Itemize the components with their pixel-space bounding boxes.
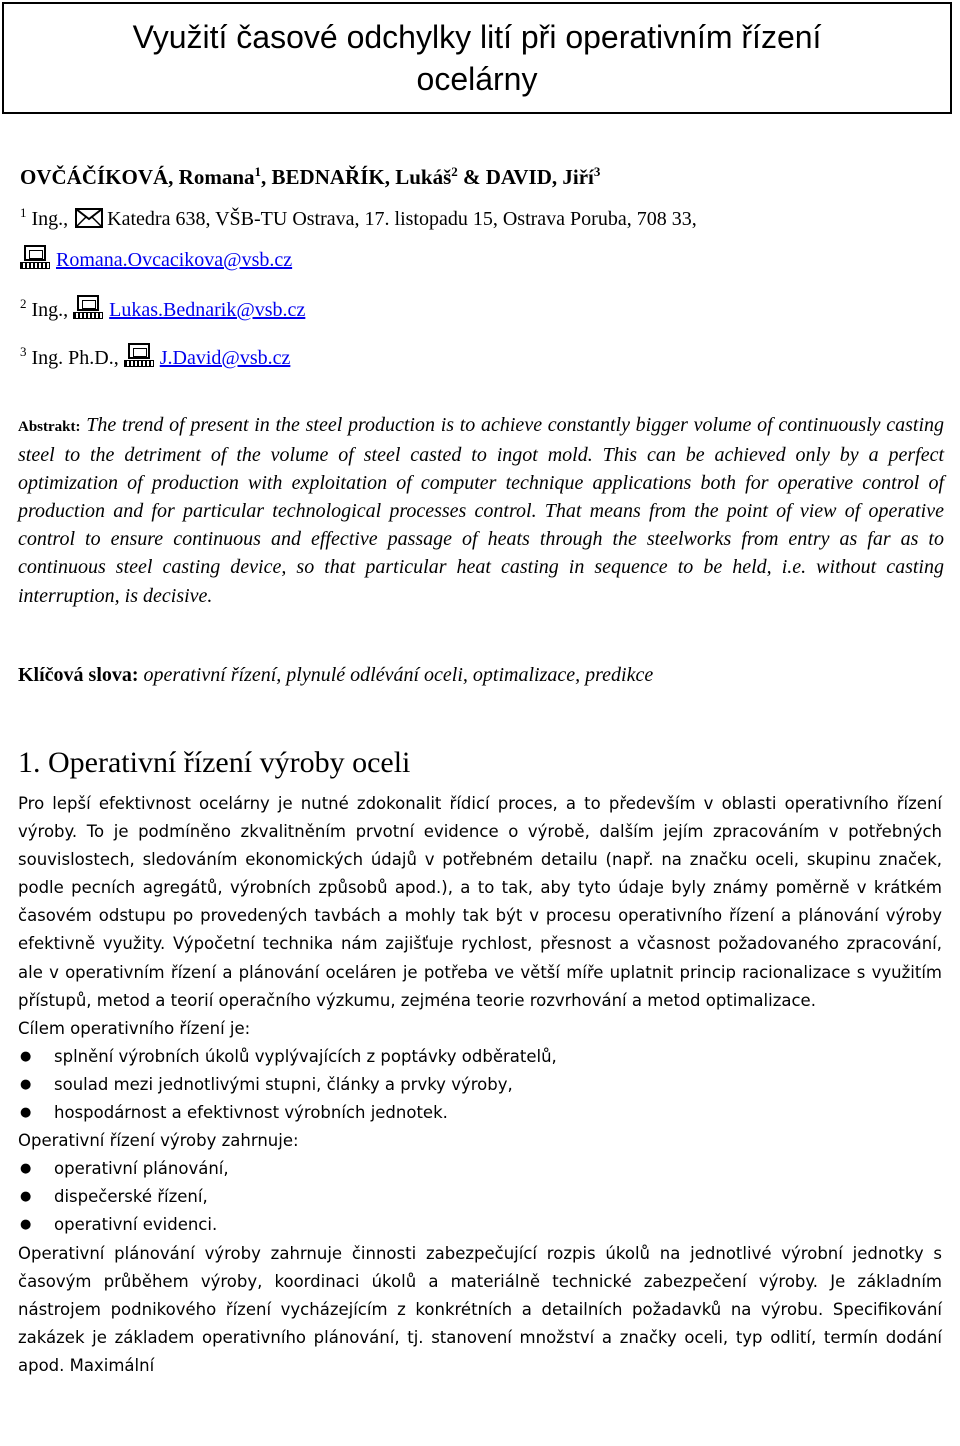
list-item: ● operativní evidenci. xyxy=(18,1211,942,1239)
author-2: BEDNAŘÍK, Lukáš xyxy=(271,165,452,189)
list-item: ● dispečerské řízení, xyxy=(18,1183,942,1211)
email-link-2[interactable]: Lukas.Bednarik@vsb.cz xyxy=(109,299,306,321)
affiliation-1-title: Ing., xyxy=(31,208,69,230)
author-3: & DAVID, Jiří xyxy=(463,165,594,189)
list-item: ● soulad mezi jednotlivými stupni, články a prvky výroby, xyxy=(18,1071,942,1099)
affiliation-1-email-line xyxy=(20,245,292,272)
abstract xyxy=(18,411,944,610)
goals-intro: Cílem operativního řízení je: xyxy=(18,1018,251,1038)
section-body xyxy=(18,790,942,1380)
author-3-number: 3 xyxy=(593,164,601,179)
affiliation-2-number: 2 xyxy=(20,296,27,311)
abstract-text: The trend of present in the steel production is to achieve constantly bigger volume of continuously casting steel to the detriment of the volume of steel casted to ingot mold. This can be achieved only by a perfect optimization of production with exploitation of computer technique applications both for operative control of production and for particular technological processes control. That means from the point of view of operative control to ensure continuous and effective passage of heats through the steelworks from entry as far as to continuous steel casting device, so that particular heat casting in sequence to be held, i.e. without casting interruption, is decisive. xyxy=(18,414,945,607)
email-link-3[interactable]: J.David@vsb.cz xyxy=(159,347,291,369)
abstract-label: Abstrakt: xyxy=(18,419,81,435)
author-line: OVČÁČÍKOVÁ, Romana$^1$, BEDNAŘÍK, Lukáš$^2$ & DAVID, Jiří$^3$ xyxy=(20,164,601,189)
paper-title: Využití časové odchylky lití při operativním řízení ocelárny xyxy=(132,19,822,97)
keywords-text: operativní řízení, plynulé odlévání oceli, optimalizace, predikce xyxy=(143,664,654,686)
author-2-number: 2 xyxy=(451,164,458,179)
affiliation-3 xyxy=(20,343,290,370)
paragraph-1: Pro lepší efektivnost ocelárny je nutné zdokonalit řídicí proces, a to především v oblasti operativního řízení výroby. To je podmíněno zkvalitněním prvotní evidence o výrobě, dalším jejím zpracováním v potřebných souvislostech, sledováním ekonomických údajů v potřebném detailu (např. na značku oceli, skupinu značek, podle pecních agregátů, výrobních způsobů apod.), a to tak, aby tyto údaje byly známy poměrně v krátkém časovém odstupu po provedených tavbách a mohly tak být v procesu operativního řízení a plánování výroby efektivně využity. Výpočetní technika nám zajišťuje rychlost, přesnost a včasnost požadovaného zpracování, ale v operativním řízení a plánování oceláren je potřeba ve větší míře uplatnit princip racionalizace s využitím přístupů, metod a teorií operačního výzkumu, zejména teorie rozvrhování a metod optimalizace. xyxy=(18,794,942,1010)
goals-list xyxy=(18,1043,942,1127)
includes-list xyxy=(18,1155,942,1239)
keywords xyxy=(18,664,653,687)
computer-icon xyxy=(73,295,103,319)
affiliation-1-number: 1 xyxy=(20,205,27,220)
affiliation-3-title: Ing. Ph.D., xyxy=(31,347,119,369)
affiliation-2 xyxy=(20,295,305,322)
section-heading: 1. Operativní řízení výroby oceli xyxy=(18,746,411,779)
author-1: OVČÁČÍKOVÁ, Romana xyxy=(20,165,255,189)
list-item: ● operativní plánování, xyxy=(18,1155,942,1183)
list-item: ● splnění výrobních úkolů vyplývajících z poptávky odběratelů, xyxy=(18,1043,942,1071)
affiliation-2-title: Ing., xyxy=(31,299,69,321)
list-item: ● hospodárnost a efektivnost výrobních jednotek. xyxy=(18,1099,942,1127)
includes-intro: Operativní řízení výroby zahrnuje: xyxy=(18,1131,299,1151)
title-box xyxy=(2,2,952,114)
computer-icon xyxy=(124,343,154,367)
computer-icon xyxy=(20,245,50,269)
email-link-1[interactable]: Romana.Ovcacikova@vsb.cz xyxy=(56,249,293,271)
affiliation-address: Katedra 638, VŠB-TU Ostrava, 17. listopadu 15, Ostrava Poruba, 708 33, xyxy=(107,208,697,230)
affiliation-3-number: 3 xyxy=(20,344,27,359)
paragraph-2: Operativní plánování výroby zahrnuje činnosti zabezpečující rozpis úkolů na jednotlivé výrobní jednotky s časovým průběhem výroby, koordinaci úkolů a materiálně technické zabezpečení výroby. Je základním nástrojem podnikového řízení vycházejícím z konkrétních a detailních požadavků na výrobu. Specifikování zakázek je základem operativního plánování, tj. stanovení množství a značky oceli, typ odlití, termín dodání apod. Maximální xyxy=(18,1243,942,1375)
envelope-icon xyxy=(75,208,103,228)
author-1-number: 1 xyxy=(254,164,262,179)
affiliation-1 xyxy=(20,207,697,231)
keywords-label: Klíčová slova: xyxy=(18,664,139,686)
